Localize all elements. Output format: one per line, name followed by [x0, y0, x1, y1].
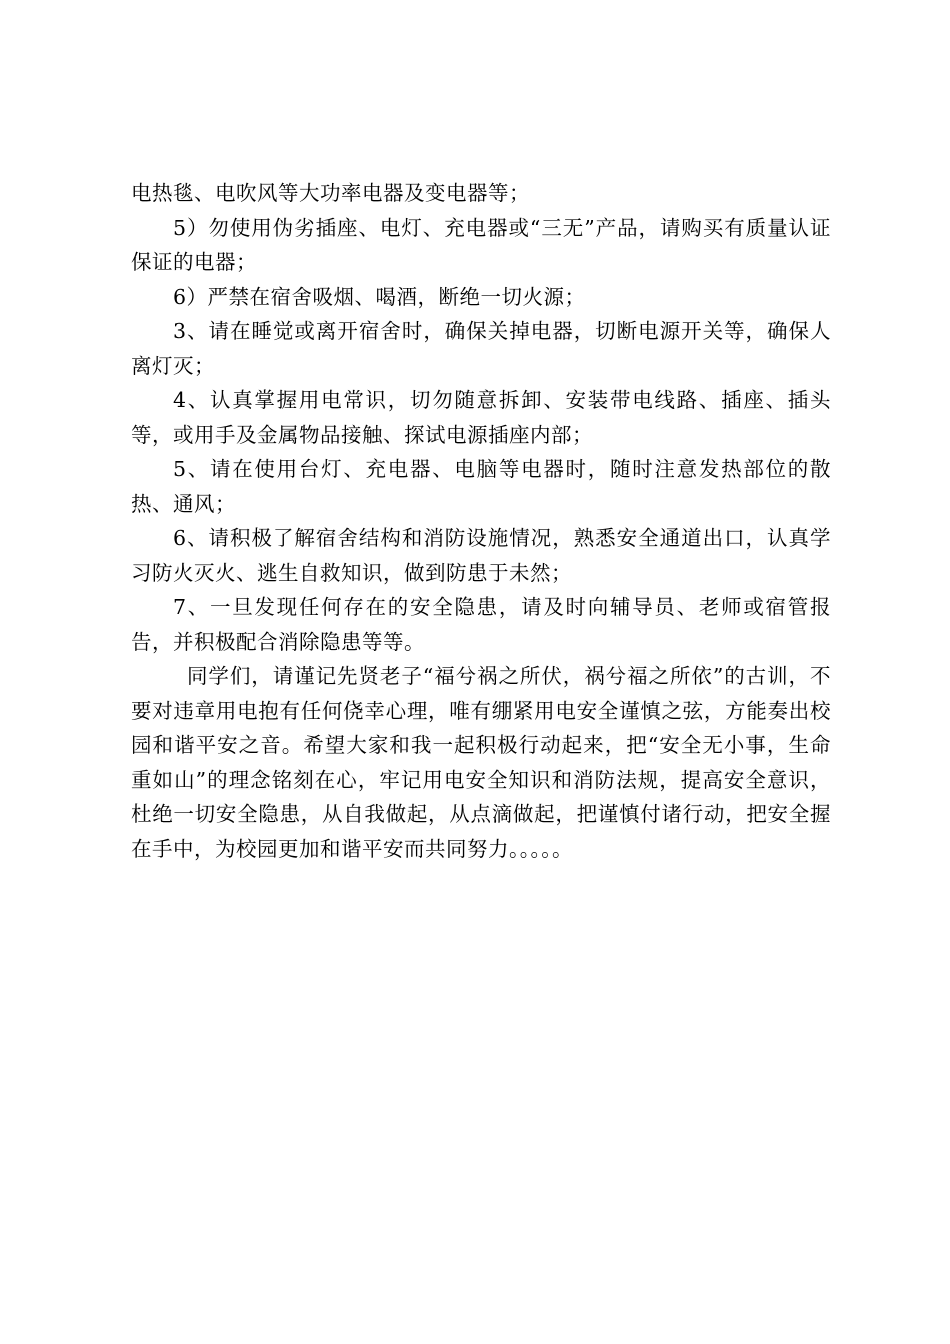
paragraph-closing: 同学们，请谨记先贤老子“福兮祸之所伏，祸兮福之所依”的古训，不要对违章用电抱有任何侥幸心理，唯有绷紧用电安全谨慎之弦，方能奏出校园和谐平安之音。希望大家和我一起积极行动起来，把“安全无小事，生命重如山”的理念铭刻在心，牢记用电安全知识和消防法规，提高安全意识，杜绝一切安全隐患，从自我做起，从点滴做起，把谨慎付诸行动，把安全握在手中，为校园更加和谐平安而共同努力。。。。。: [131, 664, 831, 861]
paragraph-item-3: 3、请在睡觉或离开宿舍时，确保关掉电器，切断电源开关等，确保人离灯灭；: [131, 319, 831, 378]
paragraph-item-6-sub: 6）严禁在宿舍吸烟、喝酒，断绝一切火源；: [173, 284, 586, 309]
document-body: [131, 176, 831, 866]
paragraph-item-6: 6、请积极了解宿舍结构和消防设施情况，熟悉安全通道出口，认真学习防火灭火、逃生自救知识，做到防患于未然；: [131, 526, 831, 585]
paragraph-item-4: 4、认真掌握用电常识，切勿随意拆卸、安装带电线路、插座、插头等，或用手及金属物品接触、探试电源插座内部；: [131, 388, 831, 447]
paragraph-continuation: 电热毯、电吹风等大功率电器及变电器等；: [131, 181, 530, 205]
paragraph-item-5-sub: 5）勿使用伪劣插座、电灯、充电器或“三无”产品，请购买有质量认证保证的电器；: [131, 215, 831, 274]
paragraph-item-5: 5、请在使用台灯、充电器、电脑等电器时，随时注意发热部位的散热、通风；: [131, 457, 831, 516]
paragraph-item-7: 7、一旦发现任何存在的安全隐患，请及时向辅导员、老师或宿管报告，并积极配合消除隐患等等。: [131, 595, 831, 654]
